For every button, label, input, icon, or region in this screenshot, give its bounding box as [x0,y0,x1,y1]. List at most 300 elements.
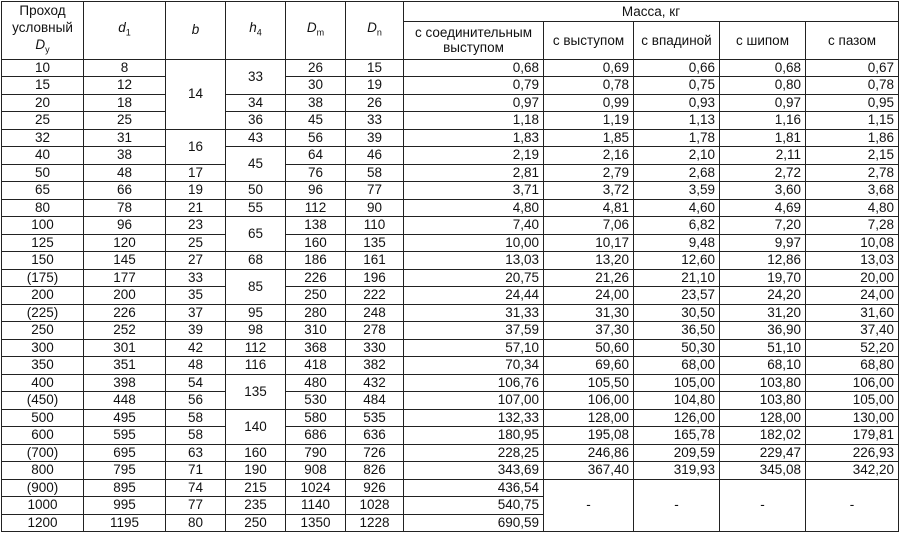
cell-nominal-diameter: 800 [2,462,84,480]
cell-b: 17 [166,164,226,182]
table-row [2,444,899,462]
cell-mass-raised-face: 4,80 [404,199,544,217]
cell-nominal-diameter: 20 [2,94,84,112]
cell-dm: 96 [286,182,346,200]
cell-mass-groove: 13,03 [806,252,899,270]
table-row [2,129,899,147]
cell-dm: 76 [286,164,346,182]
cell-dn: 26 [346,94,404,112]
cell-nominal-diameter: (450) [2,392,84,410]
table-row [2,287,899,305]
cell-d1: 66 [84,182,166,200]
cell-mass-recess: 0,66 [634,59,720,77]
cell-mass-groove: 179,81 [806,427,899,445]
cell-mass-raised-face: 57,10 [404,339,544,357]
cell-mass-tongue: 31,20 [720,304,806,322]
header-mass-group: Масса, кг [404,2,899,22]
cell-mass-tongue: 2,11 [720,147,806,165]
cell-mass-protrusion: 3,72 [544,182,634,200]
cell-dm: 310 [286,322,346,340]
cell-mass-protrusion: 195,08 [544,427,634,445]
cell-d1: 31 [84,129,166,147]
cell-mass-recess: 1,78 [634,129,720,147]
cell-d1: 1195 [84,514,166,532]
cell-b: 25 [166,234,226,252]
cell-mass-groove: 1,15 [806,112,899,130]
cell-dm: 1140 [286,497,346,515]
cell-dm: 480 [286,374,346,392]
cell-mass-groove: 68,80 [806,357,899,375]
cell-mass-recess: 0,93 [634,94,720,112]
cell-b: 77 [166,497,226,515]
cell-mass-groove: 105,00 [806,392,899,410]
cell-mass-tongue: 24,20 [720,287,806,305]
cell-dn: 535 [346,409,404,427]
cell-mass-raised-face: 106,76 [404,374,544,392]
cell-d1: 8 [84,59,166,77]
table-row [2,304,899,322]
cell-d1: 78 [84,199,166,217]
cell-dn: 1228 [346,514,404,532]
cell-mass-raised-face: 436,54 [404,479,544,497]
cell-mass-raised-face: 0,97 [404,94,544,112]
cell-mass-protrusion: 0,69 [544,59,634,77]
cell-b: 58 [166,427,226,445]
cell-mass-protrusion: 0,99 [544,94,634,112]
cell-h4: 135 [226,374,286,409]
cell-mass-raised-face: 0,68 [404,59,544,77]
cell-mass-recess: 23,57 [634,287,720,305]
cell-mass-protrusion: 7,06 [544,217,634,235]
cell-d1: 145 [84,252,166,270]
cell-nominal-diameter: 350 [2,357,84,375]
cell-mass-recess: 12,60 [634,252,720,270]
cell-mass-recess: 2,68 [634,164,720,182]
cell-mass-raised-face: 0,79 [404,77,544,95]
cell-nominal-diameter: 150 [2,252,84,270]
cell-dm: 686 [286,427,346,445]
cell-b: 42 [166,339,226,357]
cell-mass-tongue: 103,80 [720,392,806,410]
cell-mass-protrusion: 246,86 [544,444,634,462]
cell-h4: 65 [226,217,286,252]
cell-mass-groove: 342,20 [806,462,899,480]
cell-nominal-diameter: 1000 [2,497,84,515]
cell-mass-recess: 2,10 [634,147,720,165]
cell-d1: 995 [84,497,166,515]
cell-mass-groove: 31,60 [806,304,899,322]
cell-mass-protrusion: 37,30 [544,322,634,340]
cell-b: 16 [166,129,226,164]
cell-mass-protrusion: 10,17 [544,234,634,252]
cell-dn: 135 [346,234,404,252]
cell-dm: 64 [286,147,346,165]
header-h4: $h_4$ [226,2,286,60]
cell-mass-tongue: 68,10 [720,357,806,375]
cell-mass-groove: 24,00 [806,287,899,305]
cell-dn: 46 [346,147,404,165]
header-b: b [166,2,226,60]
cell-mass-recess: 6,82 [634,217,720,235]
cell-nominal-diameter: 32 [2,129,84,147]
cell-mass-tongue: 7,20 [720,217,806,235]
header-dm: $D_m$ [286,2,346,60]
cell-d1: 177 [84,269,166,287]
cell-nominal-diameter: (175) [2,269,84,287]
cell-dm: 56 [286,129,346,147]
cell-b: 48 [166,357,226,375]
cell-mass-recess: 68,00 [634,357,720,375]
cell-dn: 726 [346,444,404,462]
cell-mass-protrusion: 24,00 [544,287,634,305]
table-row [2,339,899,357]
cell-h4: 116 [226,357,286,375]
cell-mass-tongue: 9,97 [720,234,806,252]
table-row [2,427,899,445]
cell-h4: 43 [226,129,286,147]
cell-h4: 68 [226,252,286,270]
cell-b: 33 [166,269,226,287]
cell-dn: 278 [346,322,404,340]
cell-dm: 1350 [286,514,346,532]
cell-mass-protrusion: 1,19 [544,112,634,130]
cell-nominal-diameter: 50 [2,164,84,182]
header-mass-groove: с пазом [806,22,899,59]
cell-mass-tongue: 3,60 [720,182,806,200]
cell-nominal-diameter: 400 [2,374,84,392]
header-dn: $D_n$ [346,2,404,60]
cell-mass-raised-face: 3,71 [404,182,544,200]
cell-nominal-diameter: 300 [2,339,84,357]
cell-h4: 33 [226,59,286,94]
cell-d1: 795 [84,462,166,480]
cell-mass-groove: 3,68 [806,182,899,200]
cell-h4: 50 [226,182,286,200]
cell-mass-raised-face: 24,44 [404,287,544,305]
cell-h4: 36 [226,112,286,130]
cell-mass-protrusion: 31,30 [544,304,634,322]
table-row [2,392,899,410]
cell-mass-tongue: 12,86 [720,252,806,270]
cell-b: 19 [166,182,226,200]
cell-dn: 484 [346,392,404,410]
cell-dm: 186 [286,252,346,270]
cell-dn: 330 [346,339,404,357]
table-row [2,147,899,165]
cell-mass-raised-face: 107,00 [404,392,544,410]
header-nominal-diameter: Проход условный $D_у$ [2,2,84,60]
cell-mass-tongue: 1,16 [720,112,806,130]
cell-dn: 382 [346,357,404,375]
cell-d1: 48 [84,164,166,182]
cell-mass-recess: 36,50 [634,322,720,340]
cell-mass-protrusion: 21,26 [544,269,634,287]
cell-h4: 98 [226,322,286,340]
cell-dm: 1024 [286,479,346,497]
cell-b: 21 [166,199,226,217]
cell-mass-raised-face: 20,75 [404,269,544,287]
cell-mass-tongue: 19,70 [720,269,806,287]
cell-mass-raised-face: 343,69 [404,462,544,480]
header-mass-recess: с впадиной [634,22,720,59]
cell-nominal-diameter: 250 [2,322,84,340]
cell-dn: 926 [346,479,404,497]
cell-mass-raised-face: 7,40 [404,217,544,235]
cell-d1: 695 [84,444,166,462]
cell-mass-groove: 1,86 [806,129,899,147]
table-row [2,234,899,252]
cell-b: 71 [166,462,226,480]
header-mass-raised-face: с соединительным выступом [404,22,544,59]
cell-mass-protrusion: 105,50 [544,374,634,392]
cell-d1: 252 [84,322,166,340]
cell-mass-groove: 0,95 [806,94,899,112]
cell-dm: 418 [286,357,346,375]
cell-mass-groove: 2,78 [806,164,899,182]
cell-dn: 196 [346,269,404,287]
cell-mass-raised-face: 1,18 [404,112,544,130]
table-row [2,357,899,375]
cell-mass-raised-face: 13,03 [404,252,544,270]
cell-nominal-diameter: 25 [2,112,84,130]
cell-dm: 26 [286,59,346,77]
cell-b: 27 [166,252,226,270]
cell-mass-groove: 20,00 [806,269,899,287]
cell-dm: 226 [286,269,346,287]
cell-nominal-diameter: 15 [2,77,84,95]
cell-dn: 1028 [346,497,404,515]
cell-mass-groove: 130,00 [806,409,899,427]
cell-mass-protrusion: 13,20 [544,252,634,270]
cell-nominal-diameter: 125 [2,234,84,252]
cell-mass-na: - [544,479,634,532]
cell-mass-tongue: 4,69 [720,199,806,217]
cell-mass-tongue: 0,68 [720,59,806,77]
cell-mass-tongue: 0,80 [720,77,806,95]
cell-mass-raised-face: 228,25 [404,444,544,462]
cell-h4: 250 [226,514,286,532]
cell-dn: 33 [346,112,404,130]
header-d1: $d_1$ [84,2,166,60]
table-body [2,59,899,532]
table-row [2,217,899,235]
table-row [2,199,899,217]
cell-mass-raised-face: 37,59 [404,322,544,340]
table-row [2,94,899,112]
cell-h4: 85 [226,269,286,304]
cell-dm: 250 [286,287,346,305]
cell-b: 37 [166,304,226,322]
cell-dn: 161 [346,252,404,270]
cell-dn: 826 [346,462,404,480]
cell-dm: 530 [286,392,346,410]
table-row [2,409,899,427]
cell-dm: 38 [286,94,346,112]
cell-dm: 160 [286,234,346,252]
cell-nominal-diameter: 10 [2,59,84,77]
cell-b: 35 [166,287,226,305]
cell-mass-raised-face: 10,00 [404,234,544,252]
cell-mass-na: - [720,479,806,532]
cell-nominal-diameter: 65 [2,182,84,200]
cell-mass-protrusion: 128,00 [544,409,634,427]
table-row [2,252,899,270]
cell-mass-raised-face: 31,33 [404,304,544,322]
cell-d1: 120 [84,234,166,252]
cell-mass-recess: 319,93 [634,462,720,480]
cell-b: 54 [166,374,226,392]
cell-mass-protrusion: 2,79 [544,164,634,182]
cell-b: 56 [166,392,226,410]
cell-mass-protrusion: 50,60 [544,339,634,357]
table-row [2,462,899,480]
cell-nominal-diameter: 80 [2,199,84,217]
cell-mass-tongue: 182,02 [720,427,806,445]
cell-mass-tongue: 229,47 [720,444,806,462]
cell-dm: 790 [286,444,346,462]
cell-h4: 55 [226,199,286,217]
cell-dm: 30 [286,77,346,95]
cell-mass-recess: 50,30 [634,339,720,357]
cell-mass-groove: 106,00 [806,374,899,392]
cell-dn: 222 [346,287,404,305]
header-mass-protrusion: с выступом [544,22,634,59]
cell-b: 74 [166,479,226,497]
cell-mass-tongue: 103,80 [720,374,806,392]
cell-mass-groove: 52,20 [806,339,899,357]
cell-b: 63 [166,444,226,462]
cell-nominal-diameter: 600 [2,427,84,445]
cell-mass-groove: 0,78 [806,77,899,95]
cell-mass-recess: 105,00 [634,374,720,392]
cell-mass-recess: 209,59 [634,444,720,462]
cell-mass-recess: 9,48 [634,234,720,252]
cell-d1: 38 [84,147,166,165]
cell-dm: 368 [286,339,346,357]
cell-mass-protrusion: 106,00 [544,392,634,410]
cell-mass-protrusion: 1,85 [544,129,634,147]
cell-mass-raised-face: 540,75 [404,497,544,515]
cell-mass-recess: 30,50 [634,304,720,322]
table-row [2,164,899,182]
cell-mass-tongue: 128,00 [720,409,806,427]
cell-dm: 280 [286,304,346,322]
cell-mass-recess: 0,75 [634,77,720,95]
cell-d1: 25 [84,112,166,130]
cell-mass-recess: 3,59 [634,182,720,200]
cell-d1: 200 [84,287,166,305]
cell-nominal-diameter: 200 [2,287,84,305]
cell-mass-na: - [806,479,899,532]
cell-mass-na: - [634,479,720,532]
cell-d1: 351 [84,357,166,375]
cell-mass-tongue: 36,90 [720,322,806,340]
table-row [2,182,899,200]
cell-dm: 580 [286,409,346,427]
cell-d1: 895 [84,479,166,497]
cell-mass-raised-face: 2,19 [404,147,544,165]
cell-mass-groove: 0,67 [806,59,899,77]
cell-h4: 140 [226,409,286,444]
cell-mass-recess: 4,60 [634,199,720,217]
cell-dn: 19 [346,77,404,95]
cell-mass-groove: 226,93 [806,444,899,462]
cell-mass-protrusion: 69,60 [544,357,634,375]
cell-d1: 301 [84,339,166,357]
table-row [2,269,899,287]
cell-mass-tongue: 0,97 [720,94,806,112]
cell-h4: 215 [226,479,286,497]
cell-mass-groove: 37,40 [806,322,899,340]
cell-mass-raised-face: 690,59 [404,514,544,532]
cell-mass-protrusion: 367,40 [544,462,634,480]
cell-b: 58 [166,409,226,427]
cell-dm: 45 [286,112,346,130]
cell-dn: 90 [346,199,404,217]
table-row [2,322,899,340]
cell-mass-raised-face: 2,81 [404,164,544,182]
cell-d1: 18 [84,94,166,112]
table-row [2,112,899,130]
cell-dn: 636 [346,427,404,445]
cell-d1: 12 [84,77,166,95]
cell-mass-groove: 4,80 [806,199,899,217]
cell-dm: 112 [286,199,346,217]
cell-mass-tongue: 345,08 [720,462,806,480]
cell-d1: 398 [84,374,166,392]
cell-nominal-diameter: 500 [2,409,84,427]
cell-mass-groove: 2,15 [806,147,899,165]
cell-dn: 432 [346,374,404,392]
cell-mass-raised-face: 70,34 [404,357,544,375]
cell-nominal-diameter: (225) [2,304,84,322]
cell-dm: 908 [286,462,346,480]
cell-mass-raised-face: 132,33 [404,409,544,427]
cell-mass-protrusion: 4,81 [544,199,634,217]
cell-h4: 160 [226,444,286,462]
cell-mass-raised-face: 1,83 [404,129,544,147]
cell-mass-protrusion: 2,16 [544,147,634,165]
cell-b: 80 [166,514,226,532]
header-mass-tongue: с шипом [720,22,806,59]
cell-mass-tongue: 2,72 [720,164,806,182]
cell-nominal-diameter: 1200 [2,514,84,532]
cell-h4: 95 [226,304,286,322]
table-row [2,77,899,95]
cell-h4: 112 [226,339,286,357]
cell-nominal-diameter: (700) [2,444,84,462]
cell-nominal-diameter: 40 [2,147,84,165]
cell-dn: 77 [346,182,404,200]
cell-mass-recess: 126,00 [634,409,720,427]
cell-mass-groove: 10,08 [806,234,899,252]
cell-d1: 495 [84,409,166,427]
cell-nominal-diameter: (900) [2,479,84,497]
cell-b: 39 [166,322,226,340]
cell-h4: 34 [226,94,286,112]
table-row [2,59,899,77]
cell-dn: 110 [346,217,404,235]
cell-d1: 226 [84,304,166,322]
cell-dn: 58 [346,164,404,182]
cell-mass-groove: 7,28 [806,217,899,235]
cell-dn: 39 [346,129,404,147]
cell-mass-recess: 104,80 [634,392,720,410]
cell-mass-protrusion: 0,78 [544,77,634,95]
table-row [2,479,899,497]
cell-mass-raised-face: 180,95 [404,427,544,445]
cell-mass-tongue: 51,10 [720,339,806,357]
